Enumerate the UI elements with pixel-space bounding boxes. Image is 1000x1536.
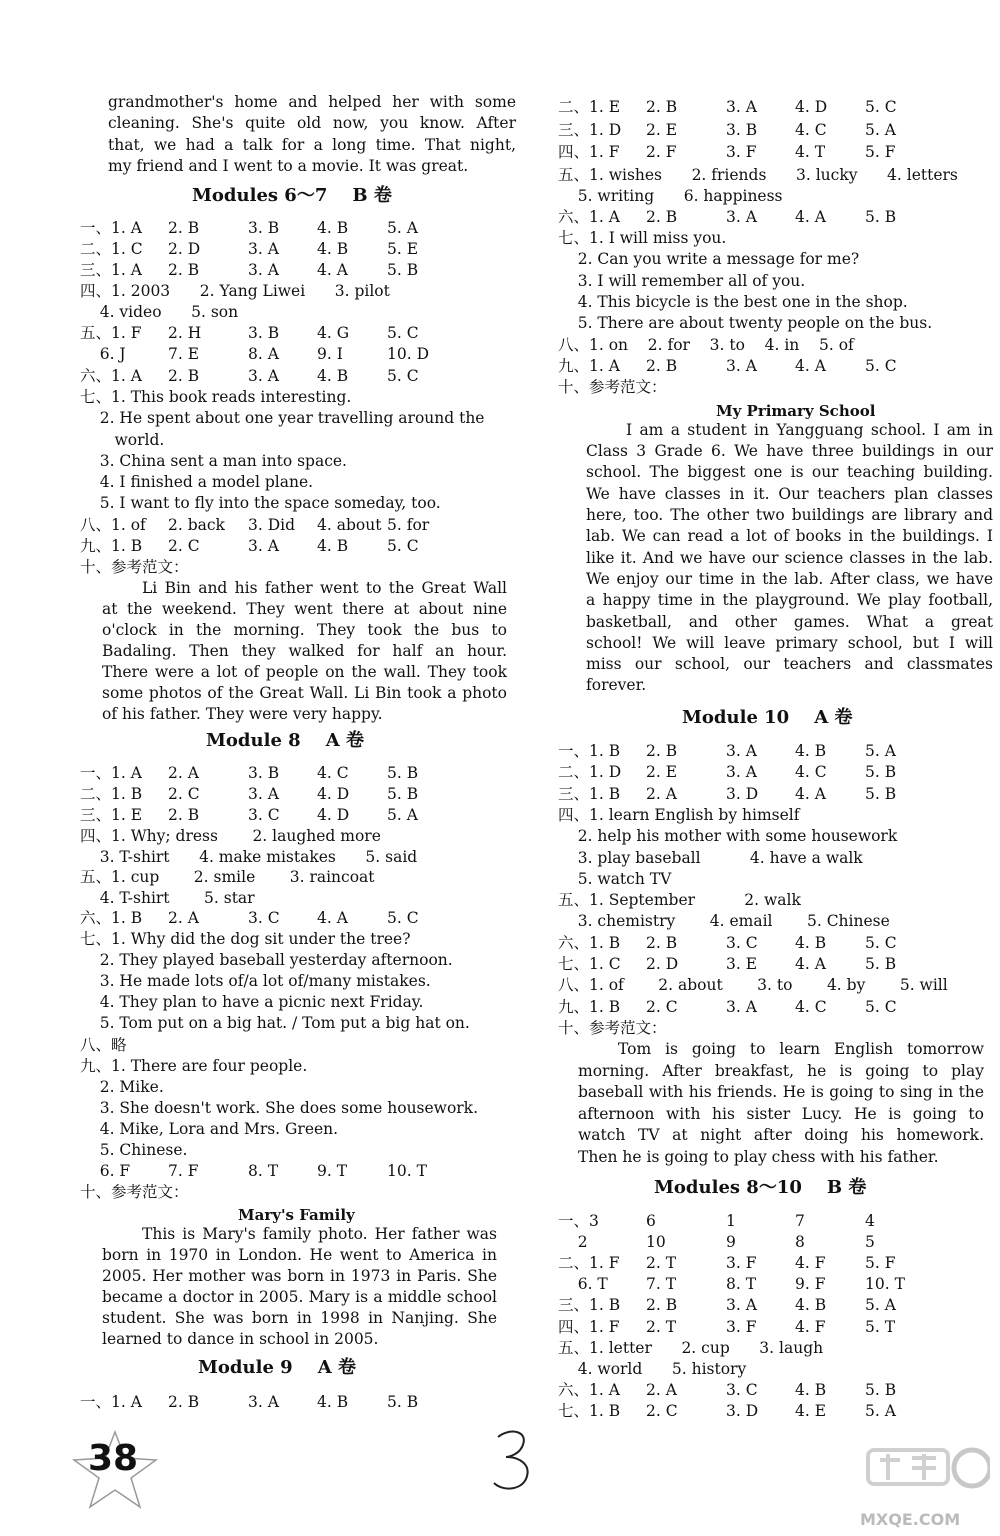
answer-cell: 三、1. B [558, 784, 621, 803]
essay-line: I am a student in Yangguang school. I am in [626, 420, 993, 439]
answer-cell: 4. C [795, 997, 827, 1016]
answer-cell: 5. B [865, 207, 897, 226]
answer-cell: 2. C [646, 1402, 678, 1421]
answer-line: 4. video 5. son [80, 303, 239, 321]
answer-line: 七、1. I will miss you. [558, 229, 727, 247]
answer-cell: 3. A [248, 366, 279, 385]
essay-line: 2005. Her mother was born in 1973 in Paris. She [102, 1267, 497, 1286]
answer-cell: 4. A [795, 207, 826, 226]
answer-cell: 四、1. F [558, 1317, 620, 1336]
answer-line: 四、1. Why; dress 2. laughed more [80, 827, 381, 845]
essay-line: We enjoy our time in the lab. After class, we have [586, 569, 993, 588]
section-title: Module 8 A 卷 [206, 730, 364, 751]
answer-line: 八、1. of 2. about 3. to 4. by 5. will [558, 976, 948, 995]
essay-line: o'clock in the morning. They took the bus to [102, 620, 507, 639]
answer-cell: 6 [646, 1212, 656, 1230]
answer-cell: 5. C [387, 366, 419, 385]
watermark-logo-icon [860, 1440, 990, 1510]
answer-cell: 2. B [168, 1393, 200, 1411]
answer-cell: 三、1. A [80, 261, 142, 279]
essay-line: Then he is going to play chess with his father. [578, 1147, 939, 1166]
answer-cell: 三、1. E [80, 806, 143, 824]
essay-line: born in 1970 in London. He went to America in [102, 1246, 497, 1265]
answer-cell: 10 [646, 1233, 666, 1252]
answer-cell: 五、1. F [80, 324, 142, 342]
answer-cell: 10. T [387, 1162, 427, 1181]
answer-cell: 6. T [558, 1275, 608, 1294]
answer-cell: 7. E [168, 345, 200, 364]
answer-line: 5. watch TV [558, 869, 672, 888]
answer-cell: 2. D [646, 955, 679, 973]
answer-cell: 4. about [317, 515, 382, 534]
answer-cell: 3. A [248, 536, 279, 555]
section-title: Modules 8～10 B 卷 [654, 1177, 867, 1198]
answer-line: 五、1. September 2. walk [558, 891, 801, 910]
essay-line: my friend and I went to a movie. It was great. [108, 156, 469, 175]
answer-cell: 二、1. E [558, 98, 621, 116]
answer-cell: 4. B [317, 219, 349, 237]
answer-cell: 4. B [317, 536, 349, 555]
answer-cell: 4. D [317, 785, 350, 803]
answer-line: 4. They plan to have a picnic next Friday. [80, 993, 424, 1012]
answer-cell: 8. A [248, 345, 279, 364]
essay-line: lab. We can read a lot of books in the buildings. I [586, 527, 993, 546]
answer-cell: 3. A [726, 1296, 757, 1315]
answer-cell: 5. C [387, 909, 419, 927]
essay-line: Tom is going to learn English tomorrow [618, 1040, 984, 1059]
answer-cell: 2. H [168, 324, 202, 342]
answer-cell: 4. B [795, 933, 827, 952]
answer-cell: 4. A [317, 909, 348, 927]
answer-line: 3. I will remember all of you. [558, 271, 806, 290]
answer-line: 五、1. cup 2. smile 3. raincoat [80, 868, 375, 886]
answer-cell: 5. B [865, 1380, 897, 1399]
answer-cell: 2. B [646, 1296, 678, 1315]
answer-cell: 5. B [387, 1393, 419, 1411]
section-title: Modules 6～7 B 卷 [192, 185, 392, 206]
answer-cell: 4. C [795, 120, 827, 139]
answer-line: 2. help his mother with some housework [558, 827, 898, 846]
answer-cell: 5. B [865, 955, 897, 973]
answer-cell: 四、1. F [558, 143, 620, 161]
answer-cell: 3. A [248, 261, 279, 279]
answer-cell: 3. C [726, 1380, 758, 1399]
answer-cell: 3. B [248, 764, 280, 782]
answer-cell: 二、1. C [80, 240, 143, 258]
essay-line: watch TV at night after doing his homework. [578, 1126, 984, 1145]
answer-cell: 5. A [865, 1296, 896, 1315]
answer-cell: 10. D [387, 345, 430, 364]
answer-cell: 2. T [646, 1254, 677, 1273]
answer-cell: 5. B [865, 784, 897, 803]
watermark [860, 1440, 990, 1530]
answer-cell: 九、1. B [80, 536, 143, 555]
answer-cell: 5. E [387, 240, 419, 258]
answer-line: world. [80, 430, 165, 449]
answer-cell: 3. B [248, 219, 280, 237]
answer-line: 5. Tom put on a big hat. / Tom put a big hat on. [80, 1014, 470, 1033]
answer-cell: 一、1. A [80, 1393, 142, 1411]
answer-line: 四、1. learn English by himself [558, 805, 800, 824]
answer-cell: 7 [795, 1212, 805, 1230]
essay-line: baseball with his friends. He is going to sing in the [578, 1083, 984, 1102]
answer-cell: 4. D [795, 98, 828, 116]
answer-cell: 3. F [726, 143, 757, 161]
essay-line: morning. After breakfast, he is going to play [578, 1061, 984, 1080]
essay-line: of his father. They were very happy. [102, 704, 383, 723]
answer-cell: 8 [795, 1233, 805, 1252]
answer-line: 5. I want to fly into the space someday, too. [80, 494, 441, 513]
answer-cell: 3. F [726, 1254, 757, 1273]
answer-cell: 4. E [795, 1402, 827, 1421]
answer-cell: 2. C [646, 997, 678, 1016]
answer-line: 3. She doesn't work. She does some housework. [80, 1098, 479, 1117]
answer-cell: 3. D [726, 1402, 759, 1421]
answer-cell: 六、1. A [80, 366, 142, 385]
answer-cell: 4. B [795, 1380, 827, 1399]
essay-line: grandmother's home and helped her with some [108, 93, 516, 111]
answer-cell: 3. C [248, 909, 280, 927]
answer-cell: 2. C [168, 536, 200, 555]
answer-cell: 9 [726, 1233, 736, 1252]
essay-line: forever. [586, 676, 647, 695]
essay-line: some photos of the Great Wall. Li Bin took a photo [102, 683, 507, 702]
answer-cell: 2. B [168, 219, 200, 237]
answer-cell: 二、1. F [558, 1254, 620, 1273]
essay-line: basketball, and other games. What a great [586, 612, 993, 631]
answer-cell: 2. E [646, 763, 678, 782]
answer-cell: 3. F [726, 1317, 757, 1336]
answer-cell: 5. C [387, 536, 419, 555]
answer-line: 九、1. There are four people. [80, 1056, 308, 1075]
answer-cell: 4. C [317, 764, 349, 782]
essay-line: Badaling. Then they walked for half an hour. [102, 641, 507, 660]
answer-cell: 3. C [726, 933, 758, 952]
answer-cell: 3. A [726, 98, 757, 116]
answer-cell: 3. A [726, 997, 757, 1016]
essay-line: student. She was born in 1998 in Nanjing. She [102, 1309, 497, 1328]
answer-cell: 2. A [646, 1380, 677, 1399]
answer-cell: 3. A [248, 1393, 279, 1411]
answer-cell: 七、1. C [558, 955, 621, 973]
answer-cell: 5. B [865, 763, 897, 782]
answer-line: 八、略 [80, 1035, 127, 1054]
answer-cell: 2. T [646, 1317, 677, 1336]
answer-cell: 2. B [646, 207, 678, 226]
answer-cell: 4. B [795, 1296, 827, 1315]
answer-cell: 2. B [646, 356, 678, 375]
answer-cell: 7. F [168, 1162, 199, 1181]
answer-cell: 4. A [795, 955, 826, 973]
answer-cell: 3. Did [248, 515, 296, 534]
answer-cell: 2. C [168, 785, 200, 803]
answer-line: 七、1. Why did the dog sit under the tree? [80, 930, 411, 948]
essay-line: school! We will leave primary school, but I will [586, 633, 993, 652]
answer-cell: 2. D [168, 240, 201, 258]
answer-cell: 8. T [726, 1275, 757, 1294]
handwritten-mark [490, 1425, 540, 1495]
answer-cell: 2. back [168, 515, 225, 534]
answer-cell: 3. A [726, 207, 757, 226]
answer-cell: 2. A [168, 764, 199, 782]
answer-line: 2. Mike. [80, 1077, 164, 1096]
watermark-url: MXQE.COM [860, 1510, 961, 1529]
answer-cell: 六、1. A [558, 1380, 620, 1399]
answer-cell: 5. A [865, 742, 896, 760]
answer-line: 4. I finished a model plane. [80, 473, 314, 492]
answer-cell: 九、1. B [558, 997, 621, 1016]
answer-line: 3. chemistry 4. email 5. Chinese [558, 912, 890, 931]
answer-cell: 3. B [248, 324, 280, 342]
answer-cell: 5. F [865, 143, 896, 161]
answer-cell: 1 [726, 1212, 736, 1230]
answer-cell: 2. B [168, 806, 200, 824]
answer-cell: 二、1. B [80, 785, 143, 803]
answer-cell: 三、1. B [558, 1296, 621, 1315]
answer-cell: 二、1. D [558, 763, 622, 782]
essay-line: a happy time in the playground. We play football, [586, 591, 993, 610]
essay-label: 十、参考范文： [80, 557, 189, 576]
answer-line: 3. T-shirt 4. make mistakes 5. said [80, 847, 418, 866]
answer-line: 3. play baseball 4. have a walk [558, 848, 863, 867]
answer-cell: 5. A [865, 1402, 896, 1421]
answer-cell: 3. A [726, 763, 757, 782]
page-number: 38 [88, 1438, 139, 1479]
answer-cell: 一、3 [558, 1212, 599, 1230]
answer-cell: 2. A [646, 784, 677, 803]
answer-cell: 3. A [726, 742, 757, 760]
answer-cell: 6. F [80, 1162, 131, 1181]
answer-cell: 5. A [387, 806, 418, 824]
answer-cell: 3. A [248, 240, 279, 258]
answer-line: 5. writing 6. happiness [558, 186, 783, 205]
answer-cell: 5. C [865, 98, 897, 116]
essay-line: school. The biggest one is our teaching building. [586, 463, 993, 482]
essay-line: Li Bin and his father went to the Great Wall [142, 578, 507, 597]
answer-line: 5. There are about twenty people on the bus. [558, 314, 933, 333]
answer-cell: 4. B [795, 742, 827, 760]
answer-line: 5. Chinese. [80, 1141, 188, 1159]
answer-cell: 2. B [646, 98, 678, 116]
essay-line: like it. And we have our science classes in the lab. [586, 548, 993, 567]
answer-cell: 4. C [795, 763, 827, 782]
answer-cell: 9. T [317, 1162, 348, 1181]
answer-cell: 5. C [865, 356, 897, 375]
answer-cell: 六、1. A [558, 207, 620, 226]
answer-cell: 10. T [865, 1275, 905, 1294]
answer-cell: 2. B [646, 933, 678, 952]
answer-line: 4. This bicycle is the best one in the shop. [558, 292, 908, 311]
answer-cell: 2. B [646, 742, 678, 760]
answer-cell: 2. A [168, 909, 199, 927]
essay-line: miss our school, our teachers and classmates [586, 655, 993, 674]
answer-cell: 5. B [387, 261, 419, 279]
answer-cell: 九、1. A [558, 356, 620, 375]
section-title: Module 10 A 卷 [682, 707, 853, 728]
answer-cell: 8. T [248, 1162, 279, 1181]
answer-cell: 4. A [317, 261, 348, 279]
answer-cell: 3. A [248, 785, 279, 803]
answer-cell: 5. A [387, 219, 418, 237]
answer-line: 3. China sent a man into space. [80, 451, 347, 470]
answer-cell: 5. C [387, 324, 419, 342]
answer-cell: 2 [558, 1233, 588, 1252]
essay-line: that, we had a talk for a long time. That night, [108, 135, 516, 154]
answer-cell: 4. T [795, 143, 826, 161]
answer-cell: 5 [865, 1233, 875, 1252]
answer-line: 3. He made lots of/a lot of/many mistakes. [80, 972, 431, 991]
answer-cell: 6. J [80, 345, 126, 364]
answer-line: 八、1. on 2. for 3. to 4. in 5. of [558, 335, 854, 354]
answer-cell: 7. T [646, 1275, 677, 1294]
essay-title: My Primary School [716, 401, 876, 420]
page-number-badge [70, 1430, 160, 1510]
answer-cell: 八、1. of [80, 515, 146, 534]
answer-cell: 4. D [317, 806, 350, 824]
answer-cell: 3. B [726, 120, 758, 139]
answer-line: 2. Can you write a message for me? [558, 250, 860, 269]
answer-cell: 5. A [865, 120, 896, 139]
answer-cell: 2. B [168, 366, 200, 385]
essay-line: here, too. The other two buildings are library and [586, 506, 993, 524]
answer-cell: 5. C [865, 997, 897, 1016]
answer-cell: 4. A [795, 784, 826, 803]
answer-cell: 3. E [726, 955, 758, 973]
answer-cell: 4 [865, 1212, 875, 1230]
answer-cell: 9. I [317, 345, 343, 364]
answer-cell: 5. B [387, 785, 419, 803]
answer-line: 4. T-shirt 5. star [80, 888, 255, 907]
answer-cell: 一、1. B [558, 742, 621, 760]
answer-line: 五、1. wishes 2. friends 3. lucky 4. letters [558, 165, 958, 184]
essay-line: afternoon with his sister Lucy. He is going to [578, 1104, 984, 1123]
answer-cell: 5. C [865, 933, 897, 952]
answer-cell: 七、1. B [558, 1402, 621, 1421]
essay-line: There were a lot of people on the wall. They took [102, 662, 507, 681]
essay-line: cleaning. She's quite old now, you know. After [108, 114, 516, 133]
answer-line: 七、1. This book reads interesting. [80, 387, 352, 406]
answer-line: 五、1. letter 2. cup 3. laugh [558, 1338, 824, 1357]
essay-line: This is Mary's family photo. Her father was [142, 1225, 497, 1244]
answer-line: 4. world 5. history [558, 1359, 747, 1378]
essay-label: 十、参考范文： [80, 1183, 189, 1202]
answer-cell: 一、1. A [80, 219, 142, 237]
answer-cell: 4. F [795, 1254, 826, 1273]
essay-title: Mary's Family [238, 1206, 355, 1225]
essay-line: at the weekend. They went there at about nine [102, 599, 507, 618]
answer-cell: 4. F [795, 1317, 826, 1336]
essay-line: We have classes in it. Our teachers plan classes [586, 484, 993, 503]
section-title: Module 9 A 卷 [198, 1357, 356, 1378]
answer-cell: 5. for [387, 515, 430, 534]
answer-cell: 3. D [726, 784, 759, 803]
answer-cell: 一、1. A [80, 764, 142, 782]
essay-line: Class 3 Grade 6. We have three buildings in our [586, 442, 993, 461]
essay-line: became a doctor in 2005. Mary is a middle school [102, 1288, 497, 1307]
answer-cell: 六、1. B [558, 933, 621, 952]
answer-line: 4. Mike, Lora and Mrs. Green. [80, 1119, 339, 1138]
answer-cell: 4. G [317, 324, 350, 342]
answer-cell: 六、1. B [80, 909, 143, 927]
answer-line: 2. He spent about one year travelling around the [80, 409, 485, 428]
answer-cell: 4. B [317, 366, 349, 385]
answer-cell: 4. B [317, 1393, 349, 1411]
answer-line: 四、1. 2003 2. Yang Liwei 3. pilot [80, 282, 390, 300]
answer-cell: 5. B [387, 764, 419, 782]
answer-cell: 三、1. D [558, 120, 622, 139]
essay-line: learned to dance in school in 2005. [102, 1330, 379, 1349]
answer-cell: 4. B [317, 240, 349, 258]
answer-cell: 4. A [795, 356, 826, 375]
answer-cell: 5. T [865, 1317, 896, 1336]
answer-cell: 3. A [726, 356, 757, 375]
answer-line: 2. They played baseball yesterday afternoon. [80, 951, 453, 970]
answer-cell: 2. E [646, 120, 678, 139]
essay-label: 十、参考范文： [558, 377, 667, 396]
essay-label: 十、参考范文： [558, 1018, 667, 1037]
answer-cell: 2. B [168, 261, 200, 279]
answer-cell: 3. C [248, 806, 280, 824]
answer-cell: 9. F [795, 1275, 826, 1294]
answer-cell: 2. F [646, 143, 677, 161]
answer-cell: 5. F [865, 1254, 896, 1273]
